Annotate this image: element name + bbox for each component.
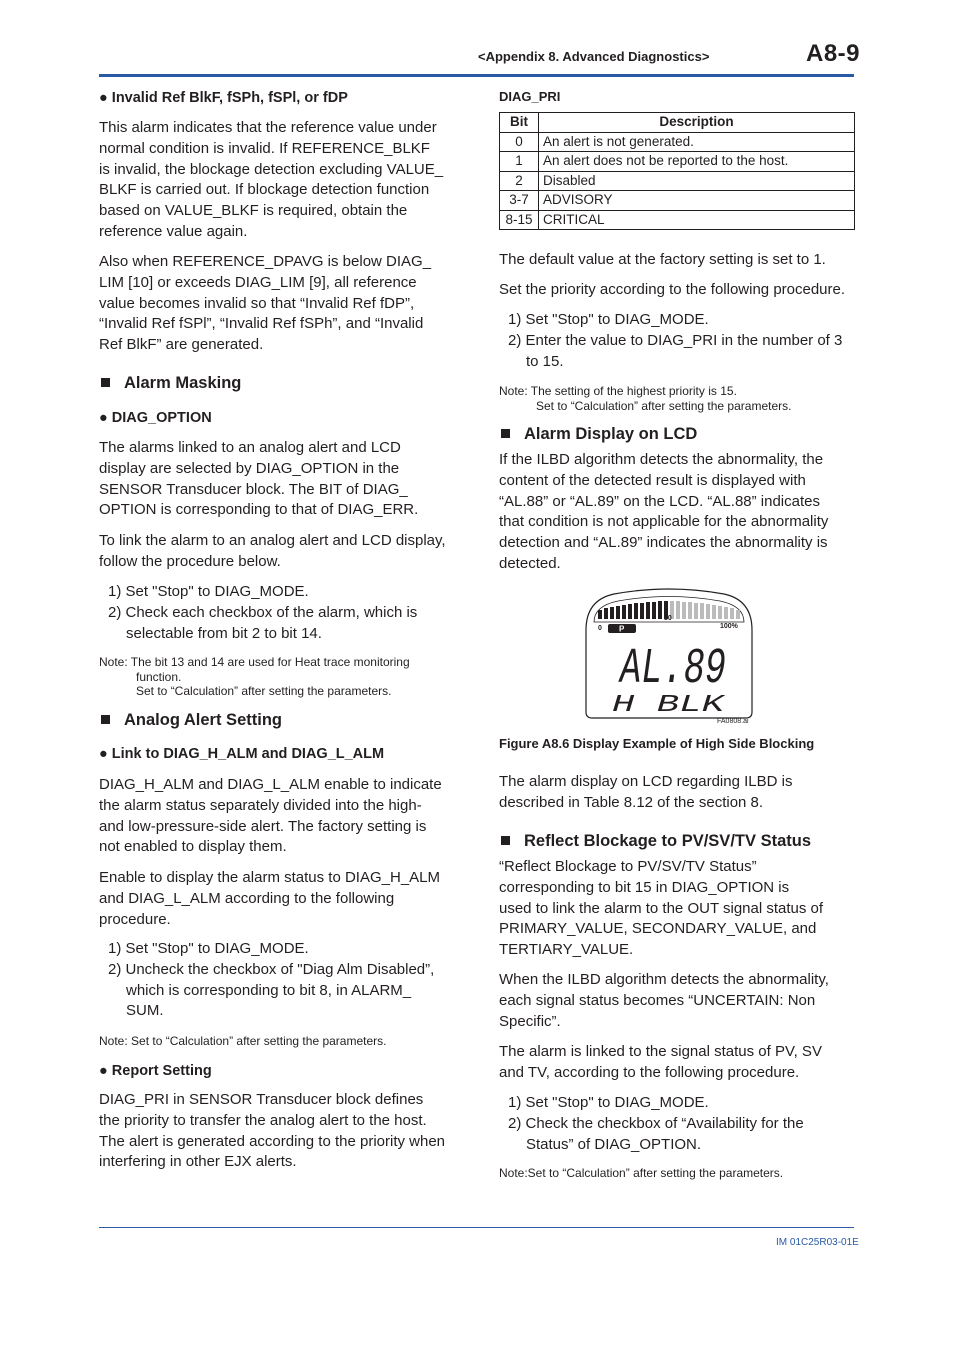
table-row [500, 132, 855, 152]
scale-label-100: 100% [720, 623, 738, 630]
table-row [500, 210, 855, 230]
header-rule [99, 74, 854, 77]
invalid-ref-heading: ● Invalid Ref BlkF, fSPh, fSPl, or fDP [99, 90, 348, 106]
invalid-ref-paragraph-2: Also when REFERENCE_DPAVG is below DIAG_ LIM [10] or exceeds DIAG_LIM [9], all reference value becomes invalid so that “Invalid Ref fDP”, “Invalid Ref fSPl”, “Invalid Ref fSPh”, and “Invalid Ref BlkF” are generated. [99, 253, 432, 354]
lcd-display-figure [584, 586, 754, 720]
table-cell: 8-15 [500, 210, 539, 230]
figure-caption: Figure A8.6 Display Example of High Side Blocking [499, 736, 815, 751]
alarm-masking-heading: Alarm Masking [101, 373, 241, 393]
report-heading: ● Report Setting [99, 1063, 212, 1079]
scale-label-50: 50 [664, 615, 672, 622]
priority-steps: 1) Set "Stop" to DIAG_MODE. 2) Enter the value to DIAG_PRI in the number of 3 to 15. [508, 311, 843, 370]
square-bullet-icon [501, 429, 510, 438]
analog-alert-heading: Analog Alert Setting [101, 710, 282, 730]
page-number: A8-9 [806, 40, 861, 67]
running-header: <Appendix 8. Advanced Diagnostics> [478, 49, 710, 64]
reflect-note: Note:Set to “Calculation” after setting the parameters. [499, 1166, 784, 1180]
link-paragraph-2: Enable to display the alarm status to DIAG_H_ALM and DIAG_L_ALM according to the following procedure. [99, 869, 441, 928]
table-cell: 2 [500, 171, 539, 191]
lcd-heading: Alarm Display on LCD [501, 424, 697, 444]
invalid-ref-paragraph-1: This alarm indicates that the reference value under normal condition is invalid. If REFERENCE_BLKF is invalid, the blockage detection excluding VALUE_ BLKF is carried out. If blockage detection function based on VALUE_BLKF is required, obtain the reference value again. [99, 119, 444, 240]
priority-note: Note: The setting of the highest priority is 15. Set to “Calculation” after setting the parameters. [499, 384, 792, 413]
reflect-paragraph-1: “Reflect Blockage to PV/SV/TV Status” corresponding to bit 15 in DIAG_OPTION is used to link the alarm to the OUT signal status of PRIMARY_VALUE, SECONDARY_VALUE, and TERTIARY_VALUE. [499, 858, 824, 959]
square-bullet-icon [101, 715, 110, 724]
square-bullet-icon [501, 836, 510, 845]
table-cell: 0 [500, 132, 539, 152]
diag-option-paragraph-2: To link the alarm to an analog alert and LCD display, follow the procedure below. [99, 532, 446, 570]
square-bullet-icon [101, 378, 110, 387]
table-cell: Disabled [539, 171, 855, 191]
table-cell: 1 [500, 152, 539, 172]
table-header-row [500, 113, 855, 133]
link-heading: ● Link to DIAG_H_ALM and DIAG_L_ALM [99, 746, 385, 762]
table-caption: DIAG_PRI [499, 89, 561, 104]
priority-paragraph: Set the priority according to the following procedure. [499, 281, 846, 298]
table-row [500, 191, 855, 211]
diag-option-paragraph-1: The alarms linked to an analog alert and LCD display are selected by DIAG_OPTION in the SENSOR Transducer block. The BIT of DIAG_ OPTION is corresponding to that of DIAG_ERR. [99, 439, 419, 519]
figure-file-id: FA0808.ai [717, 718, 749, 725]
document-id: IM 01C25R03-01E [776, 1237, 859, 1248]
table-cell: An alert does not be reported to the host. [539, 152, 855, 172]
reflect-paragraph-3: The alarm is linked to the signal status of PV, SV and TV, according to the following procedure. [499, 1043, 822, 1081]
mode-badge-label: P [619, 624, 625, 634]
diag-option-steps: 1) Set "Stop" to DIAG_MODE. 2) Check each checkbox of the alarm, which is selectable from bit 2 to bit 14. [108, 583, 418, 642]
diag-option-note: Note: The bit 13 and 14 are used for Heat trace monitoring function. Set to “Calculation” after setting the parameters. [99, 655, 410, 699]
footer-rule [99, 1227, 854, 1228]
link-paragraph-1: DIAG_H_ALM and DIAG_L_ALM enable to indicate the alarm status separately divided into the high- and low-pressure-side alert. The factory setting is not enabled to display them. [99, 776, 442, 856]
lcd-main-readout: AL.89 [617, 641, 726, 698]
table-row [500, 171, 855, 191]
reflect-heading: Reflect Blockage to PV/SV/TV Status [501, 831, 811, 851]
link-note: Note: Set to “Calculation” after setting the parameters. [99, 1034, 387, 1048]
table-row [500, 152, 855, 172]
diag-pri-table [499, 112, 855, 230]
report-paragraph: DIAG_PRI in SENSOR Transducer block defines the priority to transfer the analog alert to the host. The alert is generated according to the priority when interfering in other EJX alerts. [99, 1091, 446, 1171]
lcd-reference-paragraph: The alarm display on LCD regarding ILBD is described in Table 8.12 of the section 8. [499, 773, 793, 811]
lcd-sub-readout: H BLK [612, 692, 727, 719]
table-cell: ADVISORY [539, 191, 855, 211]
table-cell: 3-7 [500, 191, 539, 211]
link-steps: 1) Set "Stop" to DIAG_MODE. 2) Uncheck the checkbox of "Diag Alm Disabled”, which is corresponding to bit 8, in ALARM_ SUM. [108, 940, 435, 1020]
table-header-cell: Bit [500, 113, 539, 133]
table-cell: CRITICAL [539, 210, 855, 230]
reflect-paragraph-2: When the ILBD algorithm detects the abnormality, each signal status becomes “UNCERTAIN: Non Specific”. [499, 971, 829, 1030]
table-cell: An alert is not generated. [539, 132, 855, 152]
diag-option-heading: ● DIAG_OPTION [99, 410, 212, 426]
default-paragraph: The default value at the factory setting is set to 1. [499, 251, 826, 268]
scale-label-0: 0 [598, 625, 602, 632]
reflect-steps: 1) Set "Stop" to DIAG_MODE. 2) Check the checkbox of “Availability for the Status” of DIAG_OPTION. [508, 1094, 804, 1153]
table-header-cell: Description [539, 113, 855, 133]
lcd-paragraph: If the ILBD algorithm detects the abnormality, the content of the detected result is displayed with “AL.88” or “AL.89” on the LCD. “AL.88” indicates that condition is not applicable for the abnormality detection and “AL.89” indicates the abnormality is detected. [499, 451, 829, 572]
